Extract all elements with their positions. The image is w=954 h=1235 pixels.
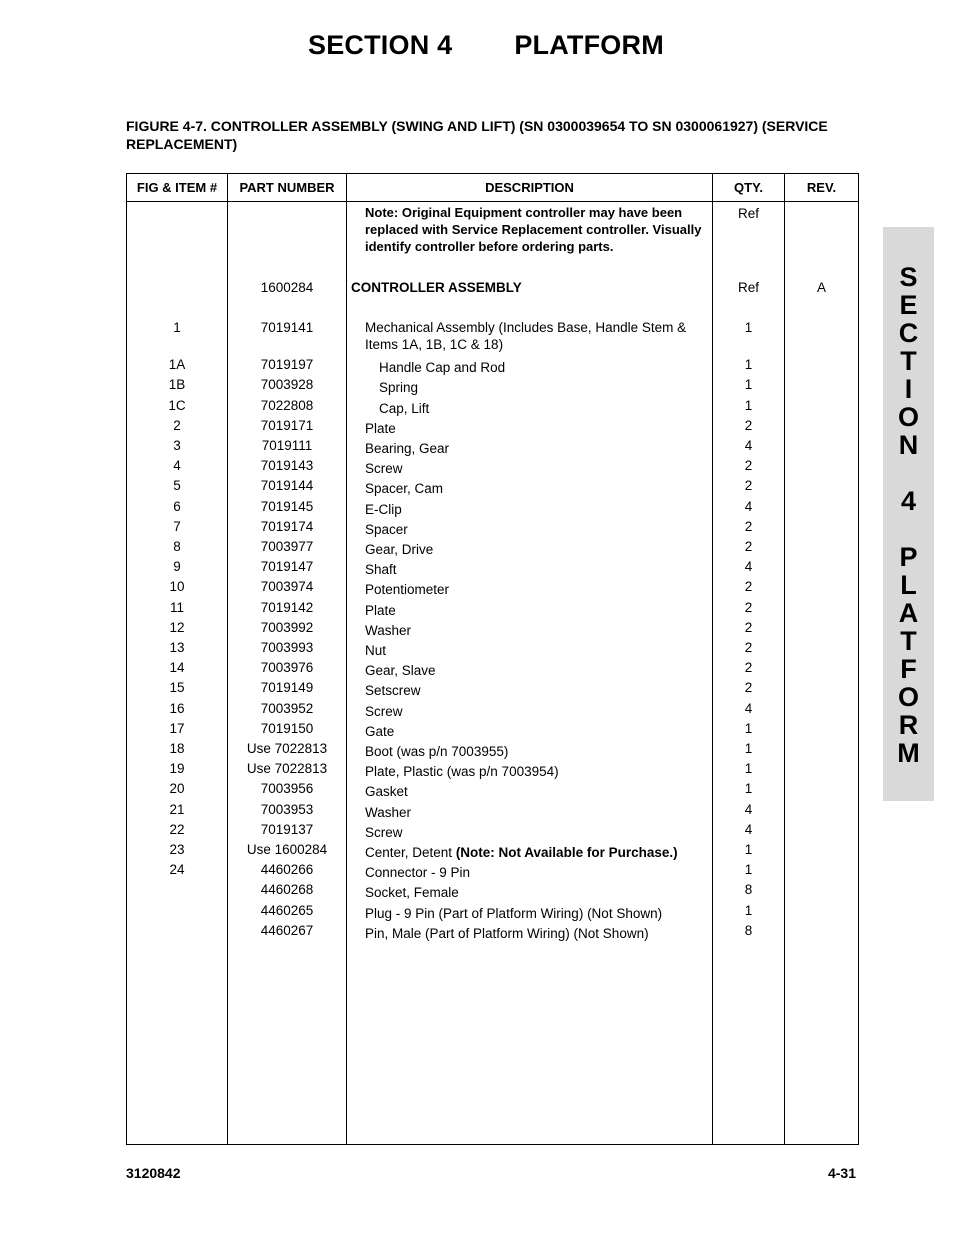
item-qty: 2 bbox=[744, 478, 753, 494]
side-tab-letter: E bbox=[899, 290, 918, 320]
item-qty: 1 bbox=[744, 741, 753, 757]
item-rev bbox=[785, 739, 858, 759]
item-part-number: 4460266 bbox=[260, 862, 314, 878]
item-rev bbox=[785, 416, 858, 436]
item-part-number: 7019197 bbox=[260, 357, 314, 373]
side-tab-letter: O bbox=[897, 402, 919, 432]
item-qty: 1 bbox=[744, 357, 753, 373]
item-part-number: 4460265 bbox=[260, 902, 314, 918]
note-spacer bbox=[127, 204, 227, 258]
row-gap bbox=[785, 258, 858, 278]
item-description bbox=[351, 924, 712, 944]
item-description-text: Bearing, Gear bbox=[365, 441, 450, 456]
item-description bbox=[351, 520, 712, 540]
item-fig-number: 11 bbox=[169, 599, 184, 615]
item-qty: 2 bbox=[744, 680, 753, 696]
side-tab-letter: T bbox=[900, 346, 917, 376]
item-description-text: Gear, Slave bbox=[365, 663, 436, 679]
item-rev bbox=[785, 436, 858, 456]
section-number: SECTION 4 bbox=[308, 30, 453, 60]
item-fig-number bbox=[127, 921, 227, 941]
assembly-fig bbox=[127, 278, 227, 298]
item-part-number: 7019137 bbox=[260, 821, 314, 837]
item-part-number: 7003977 bbox=[260, 539, 314, 555]
item-part-number: Use 7022813 bbox=[246, 741, 328, 757]
item-part-number: 7019147 bbox=[260, 559, 314, 575]
item-description-text: Pin, Male (Part of Platform Wiring) (Not Shown) bbox=[365, 925, 649, 941]
row-gap bbox=[713, 298, 784, 318]
table-header-row bbox=[127, 174, 859, 202]
item-fig-number: 6 bbox=[173, 498, 181, 514]
item-description bbox=[351, 823, 712, 843]
note-text: Note: Original Equipment controller may have been replaced with Service Replacement controller. Visually identify controller before ordering parts. bbox=[365, 205, 702, 254]
item-rev bbox=[785, 719, 858, 739]
item-description-text: Spring bbox=[379, 380, 419, 396]
item-fig-number: 23 bbox=[169, 842, 185, 858]
item-description bbox=[351, 560, 712, 580]
item-part-number: 7003952 bbox=[260, 700, 314, 716]
note-spacer bbox=[228, 204, 346, 258]
header-rev: REV. bbox=[785, 174, 859, 202]
item-qty: 4 bbox=[744, 438, 753, 454]
item-rev bbox=[785, 355, 858, 375]
item-description-text: Screw bbox=[365, 824, 403, 840]
item-description bbox=[351, 399, 712, 419]
item-description-text: Handle Cap and Rod bbox=[379, 360, 506, 376]
row-gap bbox=[228, 298, 346, 318]
item-fig-number: 18 bbox=[169, 741, 185, 757]
part-column bbox=[228, 202, 347, 1145]
item-description-text: Potentiometer bbox=[365, 582, 450, 598]
item-fig-number: 17 bbox=[169, 720, 185, 736]
row-gap bbox=[713, 258, 784, 278]
item-qty: 1 bbox=[744, 320, 753, 336]
item-part-number: 7019174 bbox=[260, 518, 314, 534]
row-gap bbox=[351, 258, 712, 278]
item-part-number: 7019142 bbox=[260, 599, 314, 615]
item-rev bbox=[785, 318, 858, 355]
header-part-number: PART NUMBER bbox=[228, 174, 347, 202]
item-qty: 8 bbox=[744, 922, 753, 938]
item-qty: 4 bbox=[744, 498, 753, 514]
side-tab-letter: T bbox=[900, 626, 917, 656]
item-description bbox=[351, 378, 712, 398]
item-part-number: 7003956 bbox=[260, 781, 314, 797]
item-description-text: Washer bbox=[365, 622, 412, 638]
assembly-rev: A bbox=[816, 280, 826, 295]
item-description bbox=[351, 904, 712, 924]
item-description bbox=[351, 580, 712, 600]
item-description-text: Spacer bbox=[365, 521, 408, 537]
item-description bbox=[351, 419, 712, 439]
item-part-number: Use 1600284 bbox=[246, 842, 328, 858]
item-description bbox=[351, 500, 712, 520]
side-tab-letter: P bbox=[899, 542, 918, 572]
item-description-text: Plate bbox=[365, 602, 396, 618]
assembly-part-number: 1600284 bbox=[260, 280, 314, 295]
item-rev bbox=[785, 557, 858, 577]
item-description bbox=[351, 742, 712, 762]
item-part-number: 4460267 bbox=[260, 922, 314, 938]
section-side-tab bbox=[883, 227, 934, 801]
item-description-text: Cap, Lift bbox=[379, 400, 430, 416]
item-qty: 1 bbox=[744, 902, 753, 918]
assembly-qty: Ref bbox=[737, 280, 759, 295]
page-number: 4-31 bbox=[827, 1165, 856, 1181]
item-rev bbox=[785, 517, 858, 537]
fig-column bbox=[127, 202, 228, 1145]
item-qty: 1 bbox=[744, 720, 753, 736]
item-description bbox=[351, 479, 712, 499]
item-description bbox=[351, 863, 712, 883]
item-fig-number: 8 bbox=[173, 539, 181, 555]
item-fig-number bbox=[127, 901, 227, 921]
item-description bbox=[351, 459, 712, 479]
item-part-number: 7019141 bbox=[260, 320, 314, 336]
item-description-text: Center, Detent bbox=[365, 845, 456, 861]
item-part-number: 7003993 bbox=[260, 640, 314, 656]
item-rev bbox=[785, 820, 858, 840]
item-part-number: 7003974 bbox=[260, 579, 314, 595]
item-qty: 1 bbox=[744, 397, 753, 413]
item-rev bbox=[785, 698, 858, 718]
item-qty: 2 bbox=[744, 518, 753, 534]
item-part-number: 7019150 bbox=[260, 720, 314, 736]
item-fig-number: 3 bbox=[173, 438, 181, 453]
figure-title: FIGURE 4-7. CONTROLLER ASSEMBLY (SWING AND LIFT) (SN 0300039654 TO SN 0300061927) (SERVICE REPLACEMENT) bbox=[126, 118, 828, 152]
item-description-text: Gate bbox=[365, 723, 395, 739]
item-description bbox=[351, 681, 712, 701]
item-fig-number: 14 bbox=[169, 660, 185, 676]
item-rev bbox=[785, 476, 858, 496]
item-description bbox=[351, 782, 712, 802]
side-tab-letter: 4 bbox=[900, 486, 917, 516]
item-rev bbox=[785, 840, 858, 860]
item-part-number: 4460268 bbox=[260, 882, 314, 898]
note-qty-value: Ref bbox=[737, 206, 759, 221]
item-rev bbox=[785, 497, 858, 517]
section-name: PLATFORM bbox=[514, 30, 664, 60]
item-part-number: 7019145 bbox=[260, 498, 314, 514]
item-rev bbox=[785, 920, 858, 940]
item-description-text: Gear, Drive bbox=[365, 542, 434, 558]
item-qty: 1 bbox=[744, 761, 753, 777]
item-fig-number: 15 bbox=[169, 680, 185, 696]
item-description bbox=[351, 601, 712, 621]
item-fig-number: 22 bbox=[169, 821, 185, 837]
side-tab-letter: S bbox=[899, 262, 918, 292]
item-description-text: Shaft bbox=[365, 562, 397, 578]
item-qty: 2 bbox=[744, 599, 753, 615]
item-qty: 2 bbox=[744, 640, 753, 656]
item-description bbox=[351, 439, 712, 459]
document-number: 3120842 bbox=[126, 1165, 181, 1181]
item-fig-number: 1C bbox=[168, 397, 186, 413]
item-description-text: Boot (was p/n 7003955) bbox=[365, 744, 509, 760]
item-rev bbox=[785, 678, 858, 698]
item-rev bbox=[785, 658, 858, 678]
item-description bbox=[351, 641, 712, 661]
item-qty: 2 bbox=[744, 619, 753, 635]
item-part-number: 7022808 bbox=[260, 397, 314, 413]
item-qty: 4 bbox=[744, 559, 753, 575]
item-description-note: (Note: Not Available for Purchase.) bbox=[455, 845, 678, 861]
parts-table bbox=[126, 173, 859, 1145]
side-tab-letter: R bbox=[898, 710, 919, 740]
item-description-text: Screw bbox=[365, 703, 403, 719]
item-rev bbox=[785, 900, 858, 920]
item-rev bbox=[785, 799, 858, 819]
item-description-text: Plate bbox=[365, 420, 396, 436]
item-fig-number bbox=[127, 880, 227, 900]
side-tab-letter: I bbox=[904, 374, 913, 404]
item-description-text: E-Clip bbox=[365, 501, 402, 517]
item-qty: 1 bbox=[744, 377, 753, 393]
rev-column bbox=[785, 202, 859, 1145]
item-fig-number: 7 bbox=[173, 518, 181, 534]
item-description-text: Connector - 9 Pin bbox=[365, 865, 471, 881]
item-description bbox=[351, 318, 705, 358]
table-body-row bbox=[127, 202, 859, 1145]
description-column bbox=[347, 202, 713, 1145]
item-part-number: Use 7022813 bbox=[246, 761, 328, 777]
item-fig-number: 13 bbox=[169, 640, 185, 656]
side-tab-letter: M bbox=[897, 738, 920, 768]
header-description: DESCRIPTION bbox=[347, 174, 713, 202]
item-part-number: 7019171 bbox=[260, 417, 314, 433]
item-rev bbox=[785, 577, 858, 597]
item-description-text: Setscrew bbox=[365, 683, 421, 699]
item-fig-number: 20 bbox=[169, 781, 185, 797]
item-part-number: 7019144 bbox=[260, 478, 314, 494]
item-qty: 8 bbox=[744, 882, 753, 898]
item-rev bbox=[785, 597, 858, 617]
section-heading bbox=[308, 30, 664, 61]
item-rev bbox=[785, 396, 858, 416]
item-rev bbox=[785, 880, 858, 900]
item-qty: 4 bbox=[744, 700, 753, 716]
header-fig-item: FIG & ITEM # bbox=[127, 174, 228, 202]
item-part-number: 7003928 bbox=[260, 377, 314, 393]
item-rev bbox=[785, 537, 858, 557]
item-rev bbox=[785, 456, 858, 476]
item-description-text: Gasket bbox=[365, 784, 408, 800]
item-qty: 1 bbox=[744, 781, 753, 797]
side-tab-letter: O bbox=[897, 682, 919, 712]
item-description-text: Plate, Plastic (was p/n 7003954) bbox=[365, 764, 559, 780]
item-rev bbox=[785, 618, 858, 638]
item-description-text: Spacer, Cam bbox=[365, 481, 444, 497]
item-fig-number: 1B bbox=[168, 377, 186, 393]
item-qty: 2 bbox=[744, 539, 753, 555]
side-tab-letter: F bbox=[900, 654, 917, 684]
row-gap bbox=[228, 258, 346, 278]
item-description-text: Screw bbox=[365, 461, 403, 477]
item-part-number: 7003976 bbox=[260, 660, 314, 676]
item-description-text: Washer bbox=[365, 804, 412, 820]
item-description bbox=[351, 661, 712, 681]
item-qty: 4 bbox=[744, 801, 753, 817]
item-qty: 2 bbox=[744, 660, 753, 676]
item-qty: 2 bbox=[744, 458, 753, 474]
item-qty: 1 bbox=[744, 842, 753, 858]
item-qty: 1 bbox=[744, 862, 753, 878]
side-tab-letter: N bbox=[898, 430, 919, 460]
item-description bbox=[351, 762, 712, 782]
item-description-text: Plug - 9 Pin (Part of Platform Wiring) (Not Shown) bbox=[365, 905, 663, 921]
assembly-description: CONTROLLER ASSEMBLY bbox=[351, 280, 522, 295]
item-description-text: Socket, Female bbox=[365, 885, 459, 901]
item-description bbox=[351, 722, 712, 742]
item-qty: 2 bbox=[744, 417, 753, 433]
side-tab-letter: A bbox=[898, 598, 919, 628]
row-gap bbox=[785, 298, 858, 318]
header-qty: QTY. bbox=[713, 174, 785, 202]
item-fig-number: 1 bbox=[173, 320, 181, 336]
item-part-number: 7019149 bbox=[260, 680, 314, 696]
item-description bbox=[351, 803, 712, 823]
item-description bbox=[351, 702, 712, 722]
item-description bbox=[351, 843, 712, 863]
item-fig-number: 24 bbox=[169, 862, 185, 878]
item-part-number: 7019143 bbox=[260, 458, 314, 474]
item-qty: 4 bbox=[744, 821, 753, 837]
item-fig-number: 12 bbox=[169, 619, 185, 635]
item-fig-number: 10 bbox=[169, 579, 185, 595]
item-rev bbox=[785, 759, 858, 779]
item-rev bbox=[785, 860, 858, 880]
item-description bbox=[351, 621, 712, 641]
side-tab-letters bbox=[883, 263, 934, 767]
item-part-number: 7003953 bbox=[260, 801, 314, 817]
item-fig-number: 4 bbox=[173, 458, 181, 474]
item-fig-number: 1A bbox=[168, 357, 186, 373]
item-description-text: Mechanical Assembly (Includes Base, Handle Stem & Items 1A, 1B, 1C & 18) bbox=[365, 320, 687, 353]
item-fig-number: 2 bbox=[173, 417, 181, 433]
item-part-number: 7003992 bbox=[260, 619, 314, 635]
item-fig-number: 19 bbox=[169, 761, 185, 777]
item-part-number: 7019111 bbox=[261, 438, 313, 454]
item-fig-number: 5 bbox=[173, 478, 181, 494]
note-qty bbox=[713, 204, 784, 258]
row-gap bbox=[127, 258, 227, 278]
item-fig-number: 21 bbox=[169, 801, 185, 817]
item-fig-number: 9 bbox=[173, 559, 181, 575]
item-rev bbox=[785, 779, 858, 799]
item-description-text: Nut bbox=[365, 643, 387, 659]
qty-column bbox=[713, 202, 785, 1145]
row-gap bbox=[351, 298, 712, 318]
item-fig-number: 16 bbox=[169, 700, 185, 716]
row-gap bbox=[127, 298, 227, 318]
item-qty: 2 bbox=[744, 579, 753, 595]
side-tab-letter: C bbox=[898, 318, 919, 348]
item-rev bbox=[785, 638, 858, 658]
note-spacer bbox=[785, 204, 858, 258]
side-tab-letter: L bbox=[900, 570, 917, 600]
item-description bbox=[351, 883, 712, 903]
item-rev bbox=[785, 375, 858, 395]
item-description bbox=[351, 358, 712, 378]
item-description bbox=[351, 540, 712, 560]
